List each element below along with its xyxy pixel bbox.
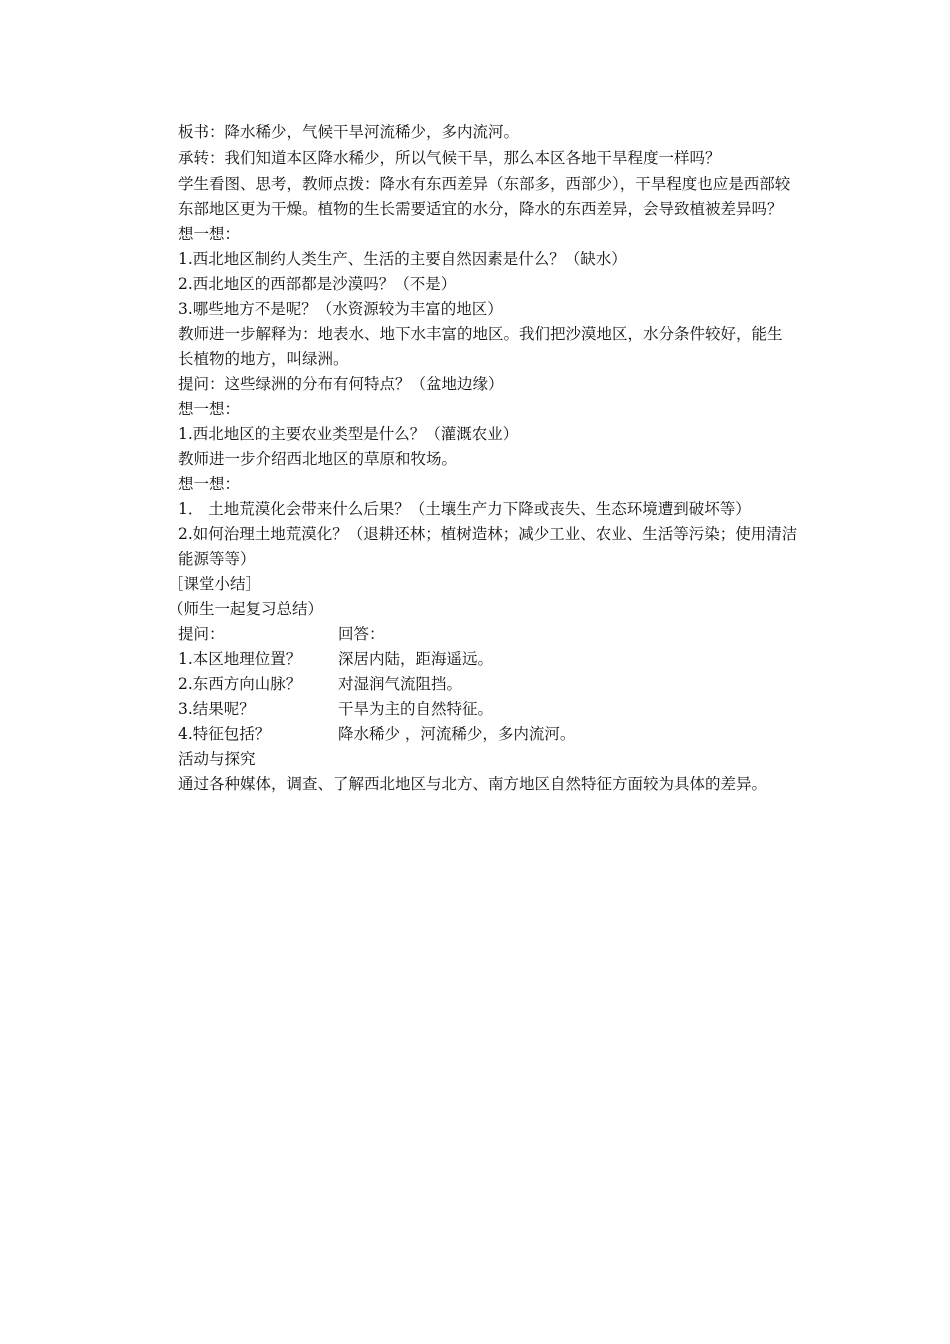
summary-answer: 干旱为主的自然特征。	[338, 700, 494, 718]
section-heading: 想一想：	[178, 225, 241, 243]
activity-text: 通过各种媒体，调查、了解西北地区与北方、南方地区自然特征方面较为具体的差异。	[178, 775, 768, 793]
section-heading: 想一想：	[178, 400, 241, 418]
summary-question: 2.东西方向山脉？	[178, 675, 302, 693]
question-item: 2.西北地区的西部都是沙漠吗？（不是）	[178, 275, 457, 293]
summary-question: 3.结果呢？	[178, 700, 255, 718]
summary-answer: 对湿润气流阻挡。	[338, 675, 463, 693]
activity-title: 活动与探究	[178, 750, 256, 768]
summary-subheading: （师生一起复习总结）	[168, 600, 324, 618]
paragraph-line: 能源等等）	[178, 550, 256, 568]
question-item: 1． 土地荒漠化会带来什么后果？（土壤生产力下降或丧失、生态环境遭到破坏等）	[178, 500, 751, 518]
summary-question: 1.本区地理位置？	[178, 650, 302, 668]
question-item: 提问：这些绿洲的分布有何特点？（盆地边缘）	[178, 375, 504, 393]
paragraph-line: 教师进一步介绍西北地区的草原和牧场。	[178, 450, 458, 468]
summary-heading: ［课堂小结］	[168, 575, 262, 593]
section-heading: 想一想：	[178, 475, 241, 493]
summary-answer: 降水稀少 ，河流稀少，多内流河。	[338, 725, 576, 743]
board-note: 板书：降水稀少，气候干旱河流稀少，多内流河。	[178, 123, 520, 141]
question-item: 3.哪些地方不是呢？（水资源较为丰富的地区）	[178, 300, 503, 318]
question-item: 2.如何治理土地荒漠化？（退耕还林；植树造林；减少工业、农业、生活等污染；使用清洁	[178, 525, 798, 543]
summary-header-answer: 回答：	[338, 625, 385, 643]
question-item: 1.西北地区制约人类生产、生活的主要自然因素是什么？（缺水）	[178, 250, 627, 268]
question-item: 1.西北地区的主要农业类型是什么？（灌溉农业）	[178, 425, 519, 443]
paragraph-line: 教师进一步解释为：地表水、地下水丰富的地区。我们把沙漠地区，水分条件较好，能生	[178, 325, 783, 343]
transition-text: 承转：我们知道本区降水稀少，所以气候干旱，那么本区各地干旱程度一样吗？	[178, 149, 721, 167]
paragraph-line: 东部地区更为干燥。植物的生长需要适宜的水分，降水的东西差异，会导致植被差异吗？	[178, 200, 783, 218]
summary-answer: 深居内陆，距海遥远。	[338, 650, 494, 668]
paragraph-line: 学生看图、思考，教师点拨：降水有东西差异（东部多，西部少），干旱程度也应是西部较	[178, 175, 791, 193]
summary-question: 4.特征包括？	[178, 725, 271, 743]
paragraph-line: 长植物的地方，叫绿洲。	[178, 350, 349, 368]
summary-header-question: 提问：	[178, 625, 225, 643]
